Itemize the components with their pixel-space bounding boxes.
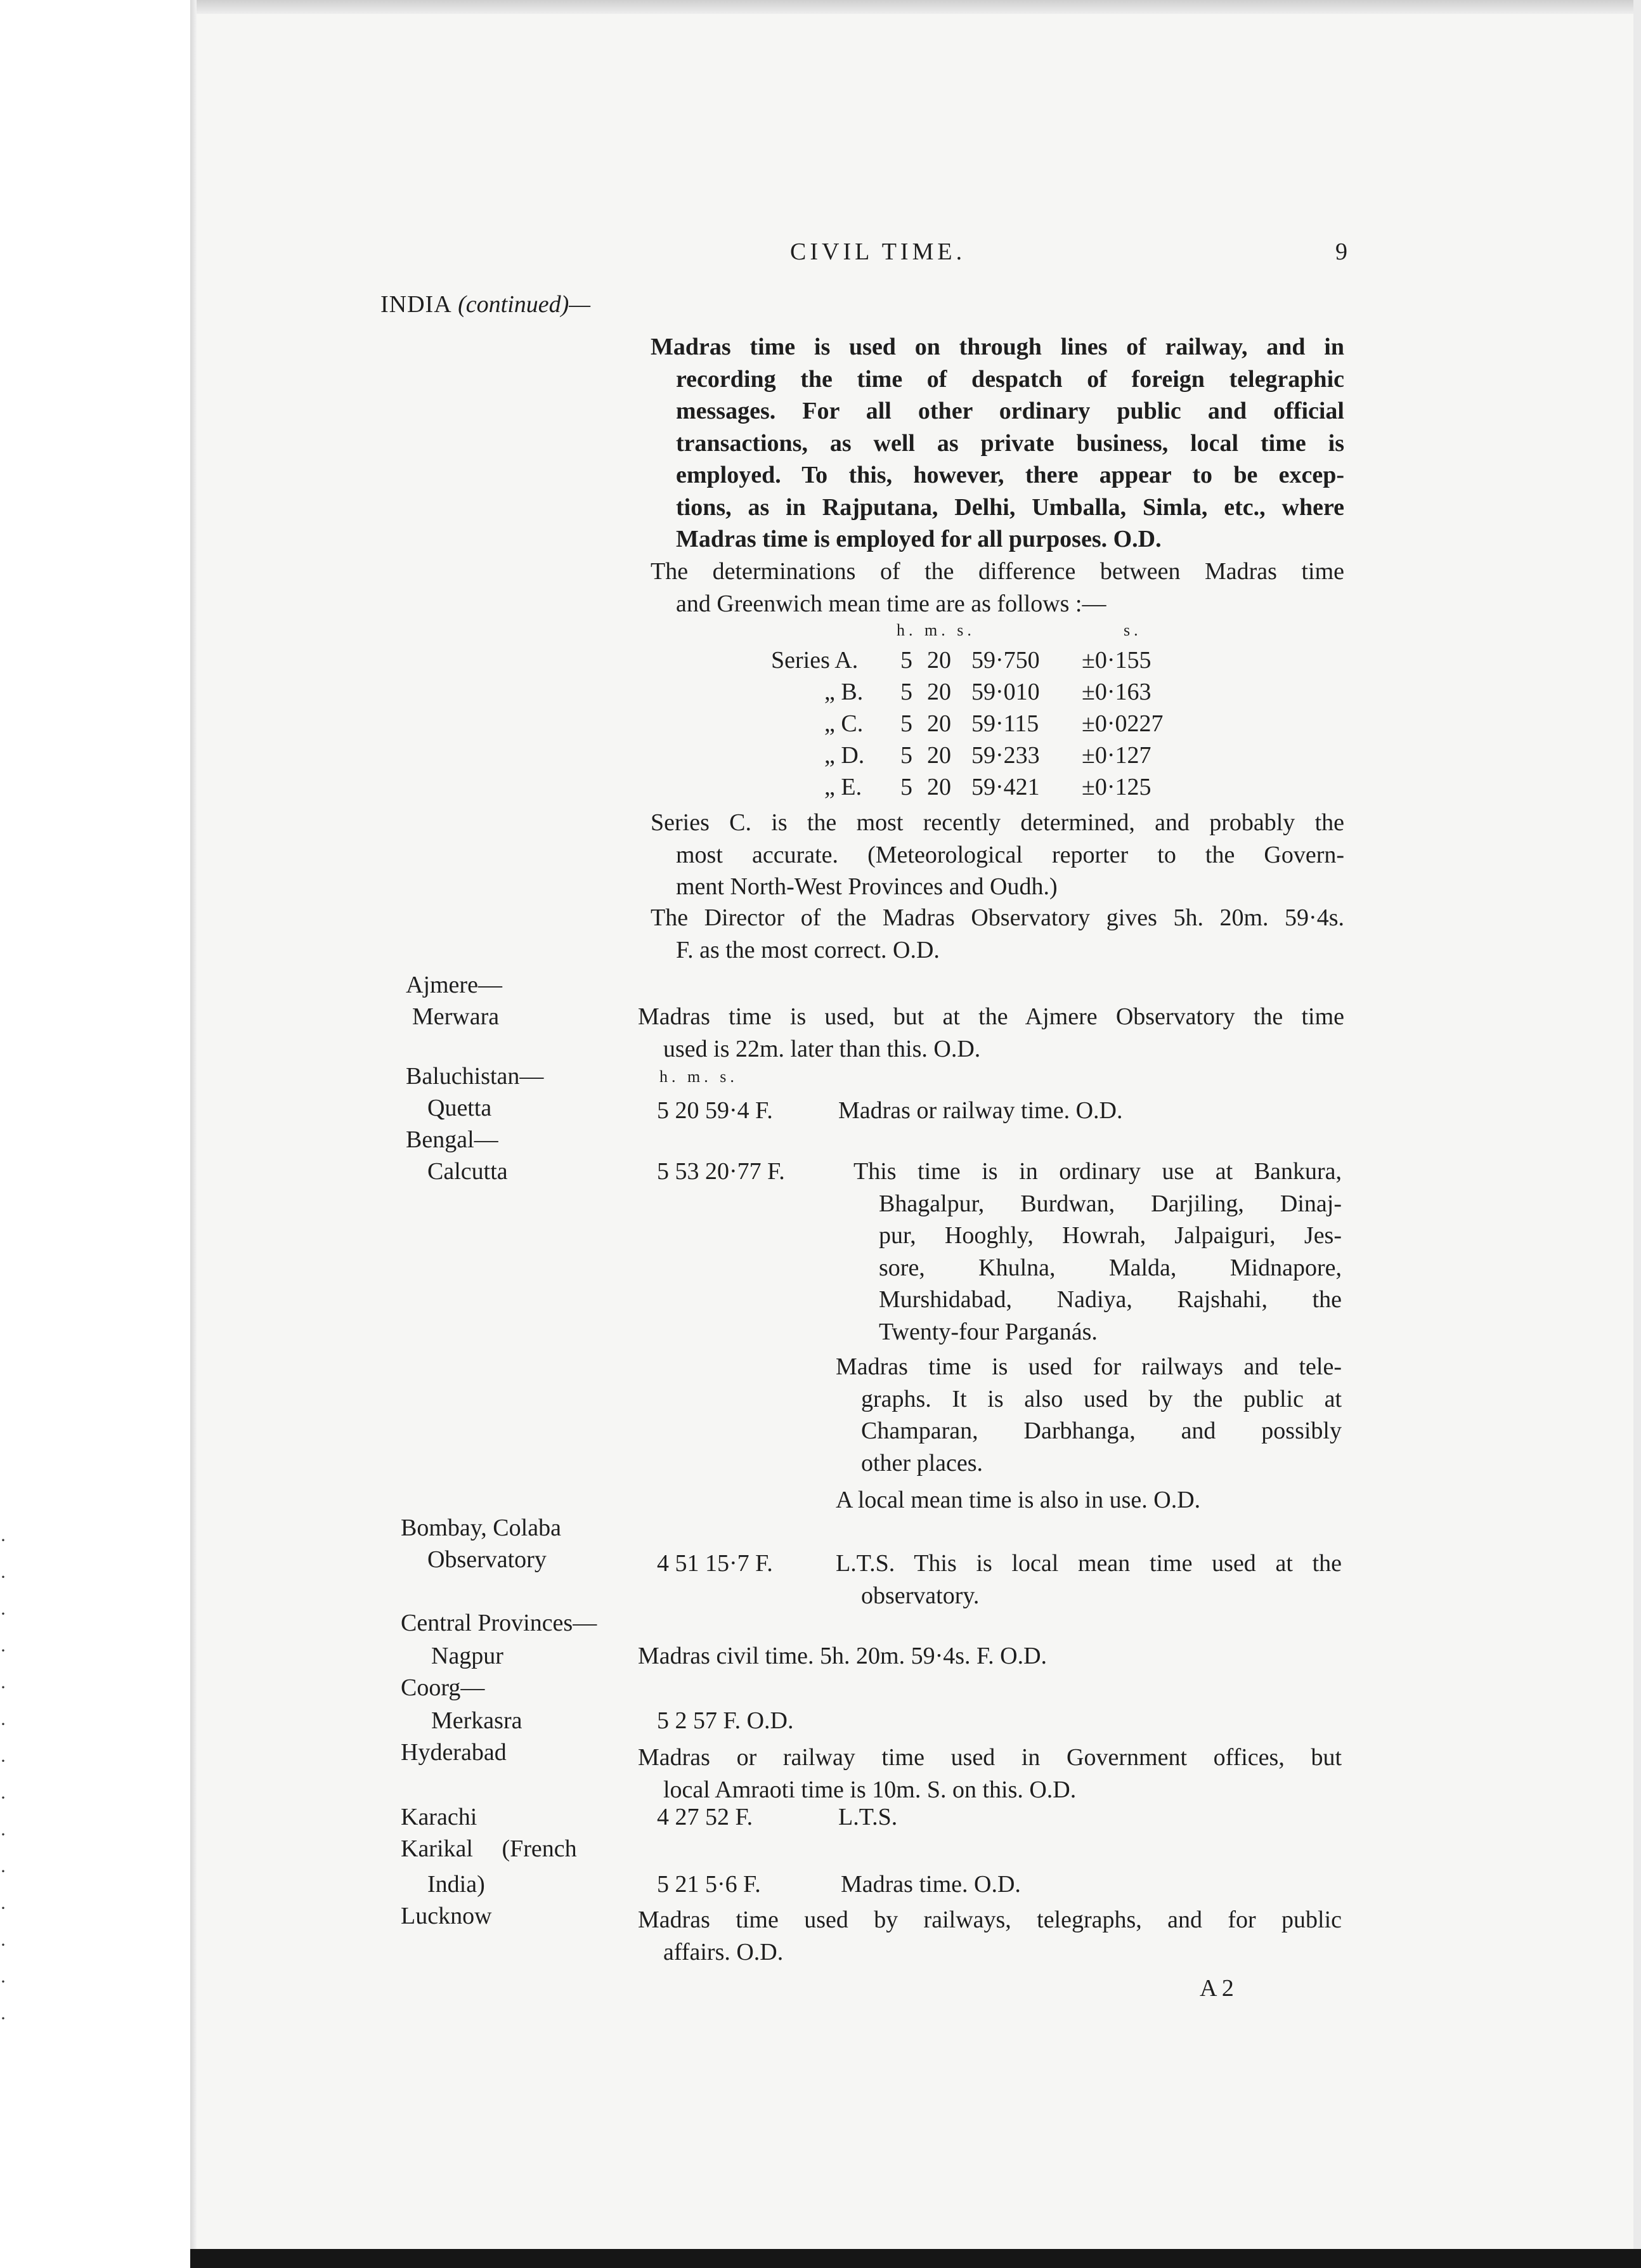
series-label: „ E. [824,774,862,800]
intro-line: transactions, as well as private business, local time is [676,429,1344,457]
determinations-paragraph [651,556,1344,620]
calcutta-text2-line: Champaran, Darbhanga, and possibly [861,1418,1342,1444]
place-karachi: Karachi [401,1804,477,1830]
karachi-text: L.T.S. [838,1804,898,1830]
calcutta-text2-line: Madras time is used for railways and tele- [836,1353,1342,1380]
nagpur-text: Madras civil time. 5h. 20m. 59·4s. F. O.D. [638,1643,1048,1669]
scan-bottom-edge [190,2249,1641,2268]
intro-line: Madras time is employed for all purposes. O.D. [676,526,1162,552]
series-h: 5 [900,774,912,800]
baluchistan-units: h. m. s. [659,1067,738,1086]
series-err: ±0·127 [1082,742,1151,769]
series-h: 5 [900,742,912,769]
calcutta-text2 [836,1351,1342,1479]
calcutta-text-line: Twenty-four Parganás. [879,1318,1098,1345]
lucknow-text-line: Madras time used by railways, telegraphs, and for public [638,1906,1342,1933]
signature-mark: A 2 [1200,1975,1234,2002]
series-s: 59·010 [971,679,1040,705]
series-s: 59·233 [971,742,1040,769]
place-hyderabad: Hyderabad [401,1739,507,1766]
place-baluchistan: Baluchistan— [406,1063,544,1090]
ajmere-text-line: Madras time is used, but at the Ajmere Observatory the time [638,1003,1344,1030]
place-lucknow: Lucknow [401,1903,492,1929]
calcutta-text3: A local mean time is also in use. O.D. [836,1487,1201,1513]
quetta-text: Madras or railway time. O.D. [838,1097,1123,1124]
karachi-time: 4 27 52 F. [657,1804,753,1830]
series-label: Series A. [771,647,859,674]
calcutta-text2-line: other places. [861,1449,983,1476]
calcutta-text [853,1156,1342,1348]
calcutta-text2-line: graphs. It is also used by the public at [861,1385,1342,1412]
intro-line: employed. To this, however, there appear to be excep- [676,462,1344,488]
place-karikal: Karikal (French [401,1835,577,1862]
series-header-err: s. [1124,621,1142,639]
series-note-line: ment North-West Provinces and Oudh.) [676,873,1058,900]
karikal-time: 5 21 5·6 F. [657,1871,761,1898]
bombay-text-line: L.T.S. This is local mean time used at the [836,1550,1342,1577]
series-s: 59·115 [971,710,1039,737]
calcutta-text-line: sore, Khulna, Malda, Midnapore, [879,1254,1342,1281]
series-err: ±0·125 [1082,774,1151,800]
determinations-line: The determinations of the difference between Madras time [651,558,1344,585]
scan-right-edge [1633,0,1641,2268]
calcutta-text-line: Bhagalpur, Burdwan, Darjiling, Dinaj- [879,1190,1342,1217]
section-heading [380,289,590,320]
director-note-line: F. as the most correct. O.D. [676,936,940,963]
series-note-line: Series C. is the most recently determined, and probably the [651,809,1344,836]
hyderabad-text [638,1742,1342,1806]
bombay-text-line: observatory. [861,1582,980,1609]
place-bengal: Bengal— [406,1126,498,1153]
series-label: „ C. [824,710,864,737]
series-h: 5 [900,647,912,674]
place-french-india: India) [427,1871,485,1898]
series-err: ±0·0227 [1082,710,1164,737]
hyderabad-text-line: local Amraoti time is 10m. S. on this. O.D. [663,1776,1077,1803]
place-merkasra: Merkasra [431,1707,522,1734]
place-coorg: Coorg— [401,1674,485,1701]
ajmere-text [638,1001,1344,1065]
place-observatory: Observatory [427,1546,547,1573]
place-bombay: Bombay, Colaba [401,1515,561,1541]
intro-line: tions, as in Rajputana, Delhi, Umballa, Simla, etc., where [676,493,1344,521]
section-country: INDIA [380,291,452,318]
series-m: 20 [927,742,951,769]
intro-paragraph [651,331,1344,556]
series-s: 59·750 [971,647,1040,674]
series-label: „ D. [824,742,865,769]
series-err: ±0·155 [1082,647,1151,674]
intro-line: recording the time of despatch of foreign telegraphic [676,365,1344,393]
series-err: ±0·163 [1082,679,1151,705]
series-header-hms: h. m. s. [897,621,975,639]
scan-top-edge [0,0,1641,14]
calcutta-text-line: pur, Hooghly, Howrah, Jalpaiguri, Jes- [879,1222,1342,1249]
determinations-line: and Greenwich mean time are as follows :— [676,590,1106,617]
series-h: 5 [900,679,912,705]
series-note [651,807,1344,903]
series-s: 59·421 [971,774,1040,800]
series-label: „ B. [824,679,864,705]
bombay-time: 4 51 15·7 F. [657,1550,773,1577]
director-note-line: The Director of the Madras Observatory gives 5h. 20m. 59·4s. [651,904,1344,931]
place-central-provinces: Central Provinces— [401,1610,597,1636]
director-note [651,902,1344,966]
ajmere-text-line: used is 22m. later than this. O.D. [663,1035,981,1062]
series-m: 20 [927,710,951,737]
bombay-text [836,1548,1342,1612]
intro-line: Madras time is used on through lines of railway, and in [651,334,1344,360]
calcutta-text-line: Murshidabad, Nadiya, Rajshahi, the [879,1286,1342,1313]
series-m: 20 [927,679,951,705]
place-quetta: Quetta [427,1095,492,1121]
margin-bleed-marks: · · · · · · · · · · · · · · [0,1530,6,2029]
hyderabad-text-line: Madras or railway time used in Government offices, but [638,1744,1342,1771]
karikal-text: Madras time. O.D. [841,1871,1021,1898]
intro-line: messages. For all other ordinary public and official [676,398,1344,424]
quetta-time: 5 20 59·4 F. [657,1097,773,1124]
place-ajmere: Ajmere— [406,972,502,998]
scan-page-edge [190,0,197,2268]
calcutta-text-line: This time is in ordinary use at Bankura, [853,1158,1342,1185]
place-calcutta: Calcutta [427,1158,508,1185]
page-title: CIVIL TIME. [790,238,966,265]
page-number: 9 [1335,238,1347,265]
scan-left-margin [0,0,190,2268]
series-note-line: most accurate. (Meteorological reporter to the Govern- [676,841,1344,868]
calcutta-time: 5 53 20·77 F. [657,1158,785,1185]
merkasra-text: 5 2 57 F. O.D. [657,1707,794,1734]
series-h: 5 [900,710,912,737]
lucknow-text-line: affairs. O.D. [663,1938,784,1965]
section-continued: (continued)— [458,291,591,318]
place-merwara: Merwara [412,1003,500,1030]
lucknow-text [638,1904,1342,1968]
place-nagpur: Nagpur [431,1643,503,1669]
series-m: 20 [927,774,951,800]
series-m: 20 [927,647,951,674]
